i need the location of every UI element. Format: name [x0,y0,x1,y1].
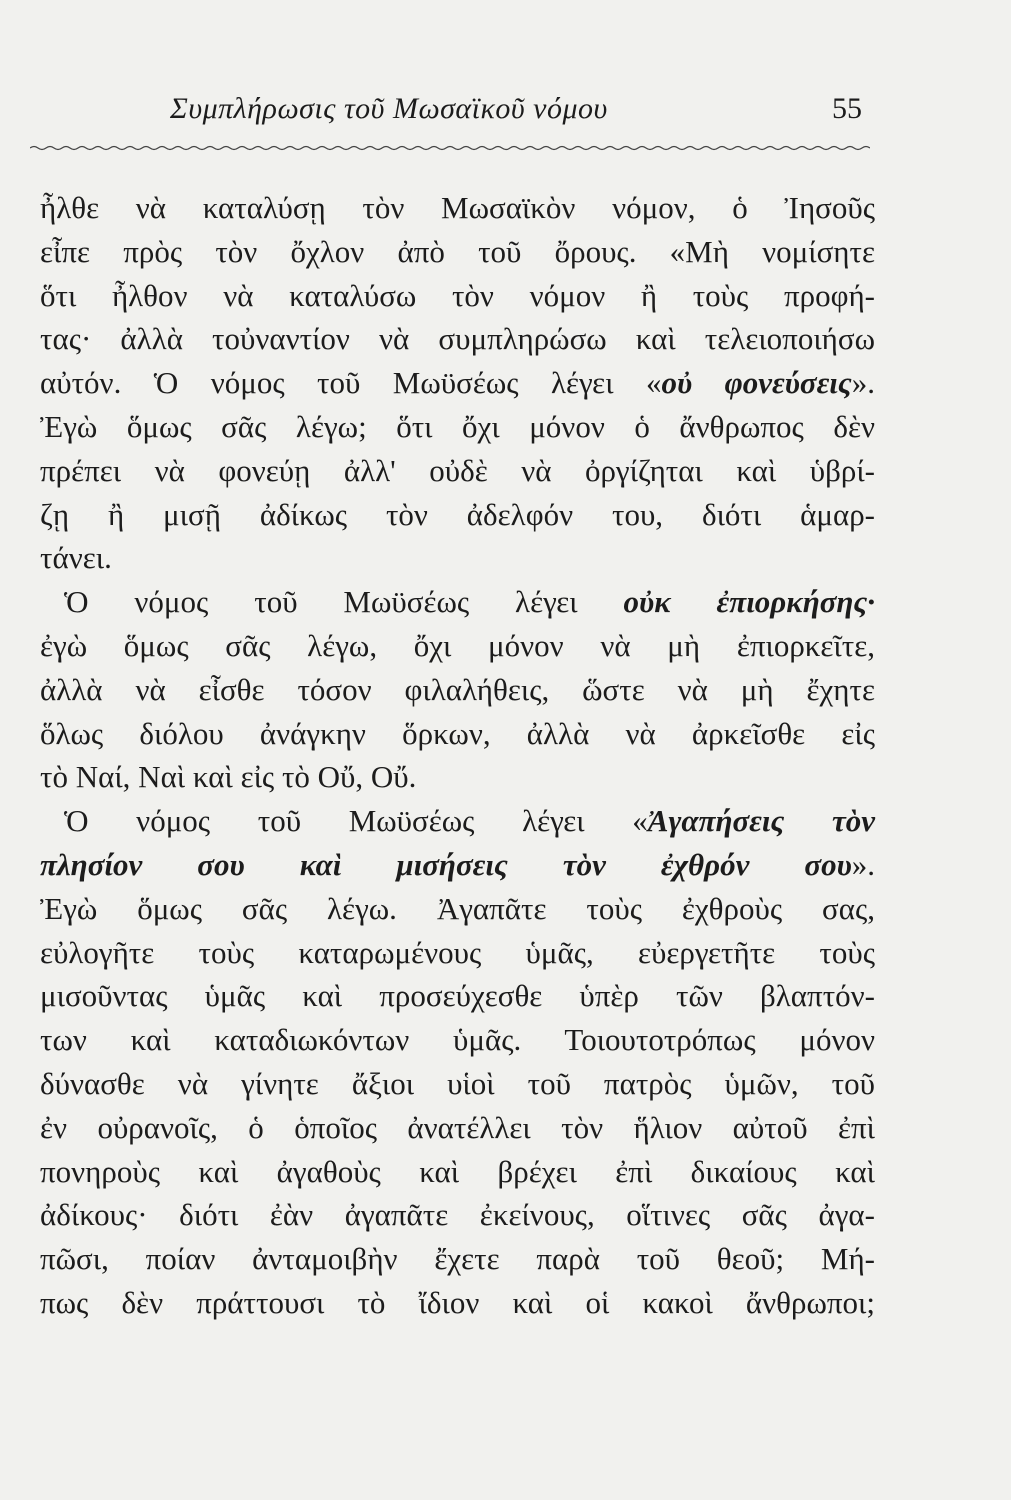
text-line: πως δὲν πράττουσι τὸ ἴδιον καὶ οἱ κακοὶ ἄνθρωποι; [40,1284,875,1320]
text-line: εἶπε πρὸς τὸν ὄχλον ἀπὸ τοῦ ὄρους. «Μὴ νομίσητε [40,233,875,269]
text-line: τας· ἀλλὰ τοὐναντίον νὰ συμπληρώσω καὶ τελειοποιήσω [40,321,875,357]
text-line: ἦλθε νὰ καταλύσῃ τὸν Μωσαϊκὸν νόμον, ὁ Ἰησοῦς [40,190,875,225]
text-line: ἐν οὐρανοῖς, ὁ ὁποῖος ἀνατέλλει τὸν ἥλιον αὐτοῦ ἐπὶ [40,1109,875,1145]
text-line: μισοῦντας ὑμᾶς καὶ προσεύχεσθε ὑπὲρ τῶν βλαπτόν- [40,978,875,1014]
text-line: δύνασθε νὰ γίνητε ἄξιοι υἱοὶ τοῦ πατρὸς ὑμῶν, τοῦ [40,1065,875,1101]
text-line: εὐλογῆτε τοὺς καταρωμένους ὑμᾶς, εὐεργετῆτε τοὺς [40,934,875,970]
text-line [40,580,875,624]
text-line: ζῃ ἢ μισῇ ἀδίκως τὸν ἀδελφόν του, διότι ἁμαρ- [40,496,875,532]
page-header [0,92,1011,142]
page-number: 55 [832,92,862,125]
text-line: ἐγὼ ὅμως σᾶς λέγω, ὄχι μόνον νὰ μὴ ἐπιορκεῖτε, [40,627,875,663]
text-line [40,799,875,843]
text-line: τάνει. [40,540,112,576]
body-text [40,186,875,1325]
text-run: αὐτόν. Ὁ νόμος τοῦ Μωϋσέως λέγει « [40,365,662,401]
text-line: ὅλως διόλου ἀνάγκην ὅρκων, ἀλλὰ νὰ ἀρκεῖσθε εἰς [40,715,875,751]
text-line: πῶσι, ποίαν ἀνταμοιβὴν ἔχετε παρὰ τοῦ θεοῦ; Μή- [40,1241,875,1277]
text-run: Ὁ νόμος τοῦ Μωϋσέως λέγει « [64,803,648,839]
text-run: Ὁ νόμος τοῦ Μωϋσέως λέγει [64,584,624,620]
text-line: ἀδίκους· διότι ἐὰν ἀγαπᾶτε ἐκείνους, οἵτινες σᾶς ἀγα- [40,1197,875,1233]
text-line: πρέπει νὰ φονεύῃ ἀλλ' οὐδὲ νὰ ὀργίζηται καὶ ὑβρί- [40,452,875,488]
text-line: Ἐγὼ ὅμως σᾶς λέγω. Ἀγαπᾶτε τοὺς ἐχθροὺς σας, [40,890,875,926]
emphasized-quote: οὐ φονεύσεις [661,365,852,401]
running-title: Συμπλήρωσις τοῦ Μωσαϊκοῦ νόμου [170,92,608,125]
header-wavy-rule [30,144,870,152]
text-line [40,361,875,405]
text-line: ἀλλὰ νὰ εἶσθε τόσον φιλαλήθεις, ὥστε νὰ μὴ ἔχητε [40,671,875,707]
text-line: πονηροὺς καὶ ἀγαθοὺς καὶ βρέχει ἐπὶ δικαίους καὶ [40,1153,875,1189]
emphasized-quote: οὐκ ἐπιορκήσης· [623,584,876,620]
emphasized-quote: Ἀγαπήσεις τὸν [647,803,875,839]
emphasized-quote: πλησίον σου καὶ μισήσεις τὸν ἐχθρόν σου [40,846,852,882]
text-run: ». [851,365,875,401]
text-line [40,843,875,887]
text-run: ». [851,846,875,882]
text-line: Ἐγὼ ὅμως σᾶς λέγω; ὅτι ὄχι μόνον ὁ ἄνθρωπος δὲν [40,408,875,444]
text-line: των καὶ καταδιωκόντων ὑμᾶς. Τοιουτοτρόπως μόνον [40,1022,875,1058]
text-line: τὸ Ναί, Ναὶ καὶ εἰς τὸ Οὔ, Οὔ. [40,759,417,795]
text-line: ὅτι ἦλθον νὰ καταλύσω τὸν νόμον ἢ τοὺς προφή- [40,277,875,313]
